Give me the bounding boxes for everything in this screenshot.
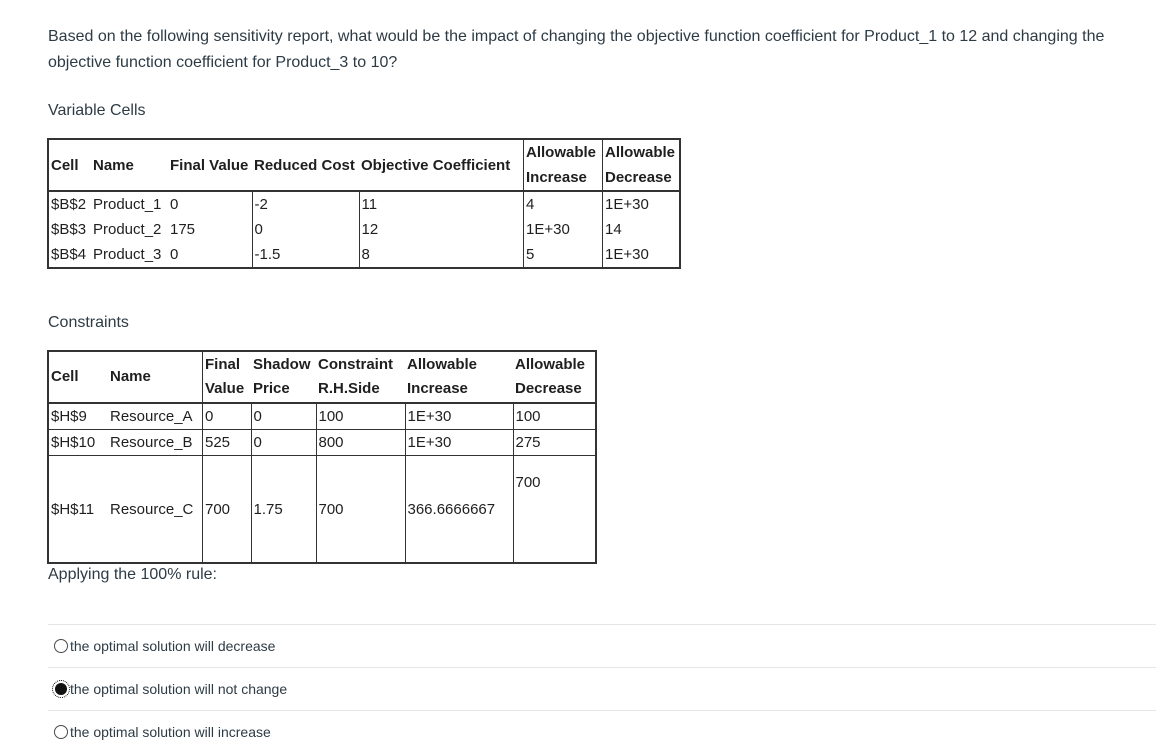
answer-option-selected[interactable] — [48, 667, 1156, 710]
constraint-rhs: 100 — [316, 403, 405, 430]
constraint-rhs: 700 — [316, 456, 405, 564]
cell-ref: $B$4 — [48, 242, 91, 268]
header-allowable-increase-line2: Increase — [526, 169, 587, 186]
header-allowable-increase — [405, 351, 513, 403]
cell-ref: $H$10 — [48, 430, 108, 456]
header-final-line1: Final — [205, 356, 241, 373]
answer-option[interactable] — [48, 624, 1156, 667]
constraints-table — [47, 350, 597, 564]
allowable-decrease: 14 — [603, 217, 681, 242]
answer-option-label: the optimal solution will decrease — [70, 638, 276, 654]
shadow-price: 0 — [251, 403, 316, 430]
constraints-title: Constraints — [48, 314, 129, 331]
header-name: Name — [91, 139, 168, 191]
reduced-cost: -1.5 — [252, 242, 359, 268]
objective-coefficient: 8 — [359, 242, 524, 268]
header-cell: Cell — [48, 351, 108, 403]
header-reduced-cost: Reduced Cost — [252, 139, 359, 191]
allowable-decrease: 275 — [513, 430, 596, 456]
header-constraint-rhs — [316, 351, 405, 403]
constraint-rhs: 800 — [316, 430, 405, 456]
table-row — [48, 403, 596, 430]
header-allowable-increase — [524, 139, 603, 191]
variable-cells-header-row — [48, 139, 680, 191]
table-row — [48, 456, 596, 564]
cell-ref: $H$9 — [48, 403, 108, 430]
header-shadow-price — [251, 351, 316, 403]
radio-button-checked[interactable] — [52, 680, 70, 698]
allowable-increase: 4 — [524, 191, 603, 217]
header-shadow-line2: Price — [253, 380, 290, 397]
table-row — [48, 191, 680, 217]
objective-coefficient: 11 — [359, 191, 524, 217]
table-row — [48, 217, 680, 242]
shadow-price: 0 — [251, 430, 316, 456]
header-allowable-decrease-line2: Decrease — [515, 380, 582, 397]
allowable-increase: 366.6666667 — [405, 456, 513, 564]
resource-name: Resource_B — [108, 430, 203, 456]
final-value: 175 — [168, 217, 252, 242]
header-final-value — [203, 351, 252, 403]
cell-ref: $B$3 — [48, 217, 91, 242]
header-allowable-decrease-line1: Allowable — [605, 144, 676, 161]
variable-cells-table — [47, 138, 681, 269]
header-allowable-decrease-line1: Allowable — [515, 356, 586, 373]
cell-ref: $H$11 — [48, 456, 108, 564]
allowable-decrease: 1E+30 — [603, 242, 681, 268]
answer-options — [48, 624, 1156, 753]
answer-option[interactable] — [48, 710, 1156, 753]
header-constraint-line1: Constraint — [318, 356, 393, 373]
cell-ref: $B$2 — [48, 191, 91, 217]
header-final-value: Final Value — [168, 139, 252, 191]
product-name: Product_3 — [91, 242, 168, 268]
product-name: Product_2 — [93, 221, 162, 238]
allowable-increase: 1E+30 — [405, 430, 513, 456]
answer-option-label: the optimal solution will not change — [70, 681, 288, 697]
header-allowable-decrease — [513, 351, 596, 403]
allowable-decrease: 1E+30 — [603, 191, 681, 217]
allowable-increase: 1E+30 — [524, 217, 603, 242]
final-value: 0 — [168, 242, 252, 268]
radio-dot-icon — [55, 683, 67, 695]
header-allowable-increase-line2: Increase — [407, 380, 468, 397]
allowable-increase: 1E+30 — [405, 403, 513, 430]
variable-cells-title: Variable Cells — [48, 102, 146, 119]
header-allowable-decrease — [603, 139, 681, 191]
constraints-header-row — [48, 351, 596, 403]
answer-option-label: the optimal solution will increase — [70, 724, 271, 740]
prompt-text: Applying the 100% rule: — [48, 566, 217, 583]
header-final-line2: Value — [205, 380, 245, 397]
product-name: Product_1 — [91, 191, 168, 217]
table-row — [48, 242, 680, 268]
header-objective-coefficient: Objective Coefficient — [359, 139, 524, 191]
final-value: 0 — [168, 191, 252, 217]
resource-name: Resource_C — [108, 456, 203, 564]
final-value: 0 — [203, 403, 252, 430]
header-constraint-line2: R.H.Side — [318, 380, 380, 397]
resource-name: Resource_A — [108, 403, 203, 430]
reduced-cost: -2 — [252, 191, 359, 217]
final-value: 700 — [203, 456, 252, 564]
reduced-cost: 0 — [252, 217, 359, 242]
header-name: Name — [108, 351, 203, 403]
shadow-price: 1.75 — [251, 456, 316, 564]
table-row — [48, 430, 596, 456]
radio-button[interactable] — [54, 639, 68, 653]
objective-coefficient: 12 — [359, 217, 524, 242]
allowable-decrease: 700 — [513, 456, 596, 564]
final-value: 525 — [203, 430, 252, 456]
header-cell: Cell — [48, 139, 91, 191]
header-shadow-line1: Shadow — [253, 356, 311, 373]
header-allowable-decrease-line2: Decrease — [605, 169, 672, 186]
question-text: Based on the following sensitivity report, what would be the impact of changing the objective function coefficient for Product_1 to 12 and changing the objective function coefficient for Product_3 to 10? — [48, 28, 1105, 71]
allowable-increase: 5 — [524, 242, 603, 268]
allowable-decrease: 100 — [513, 403, 596, 430]
radio-button[interactable] — [54, 725, 68, 739]
header-allowable-increase-line1: Allowable — [526, 144, 597, 161]
header-allowable-increase-line1: Allowable — [407, 356, 478, 373]
